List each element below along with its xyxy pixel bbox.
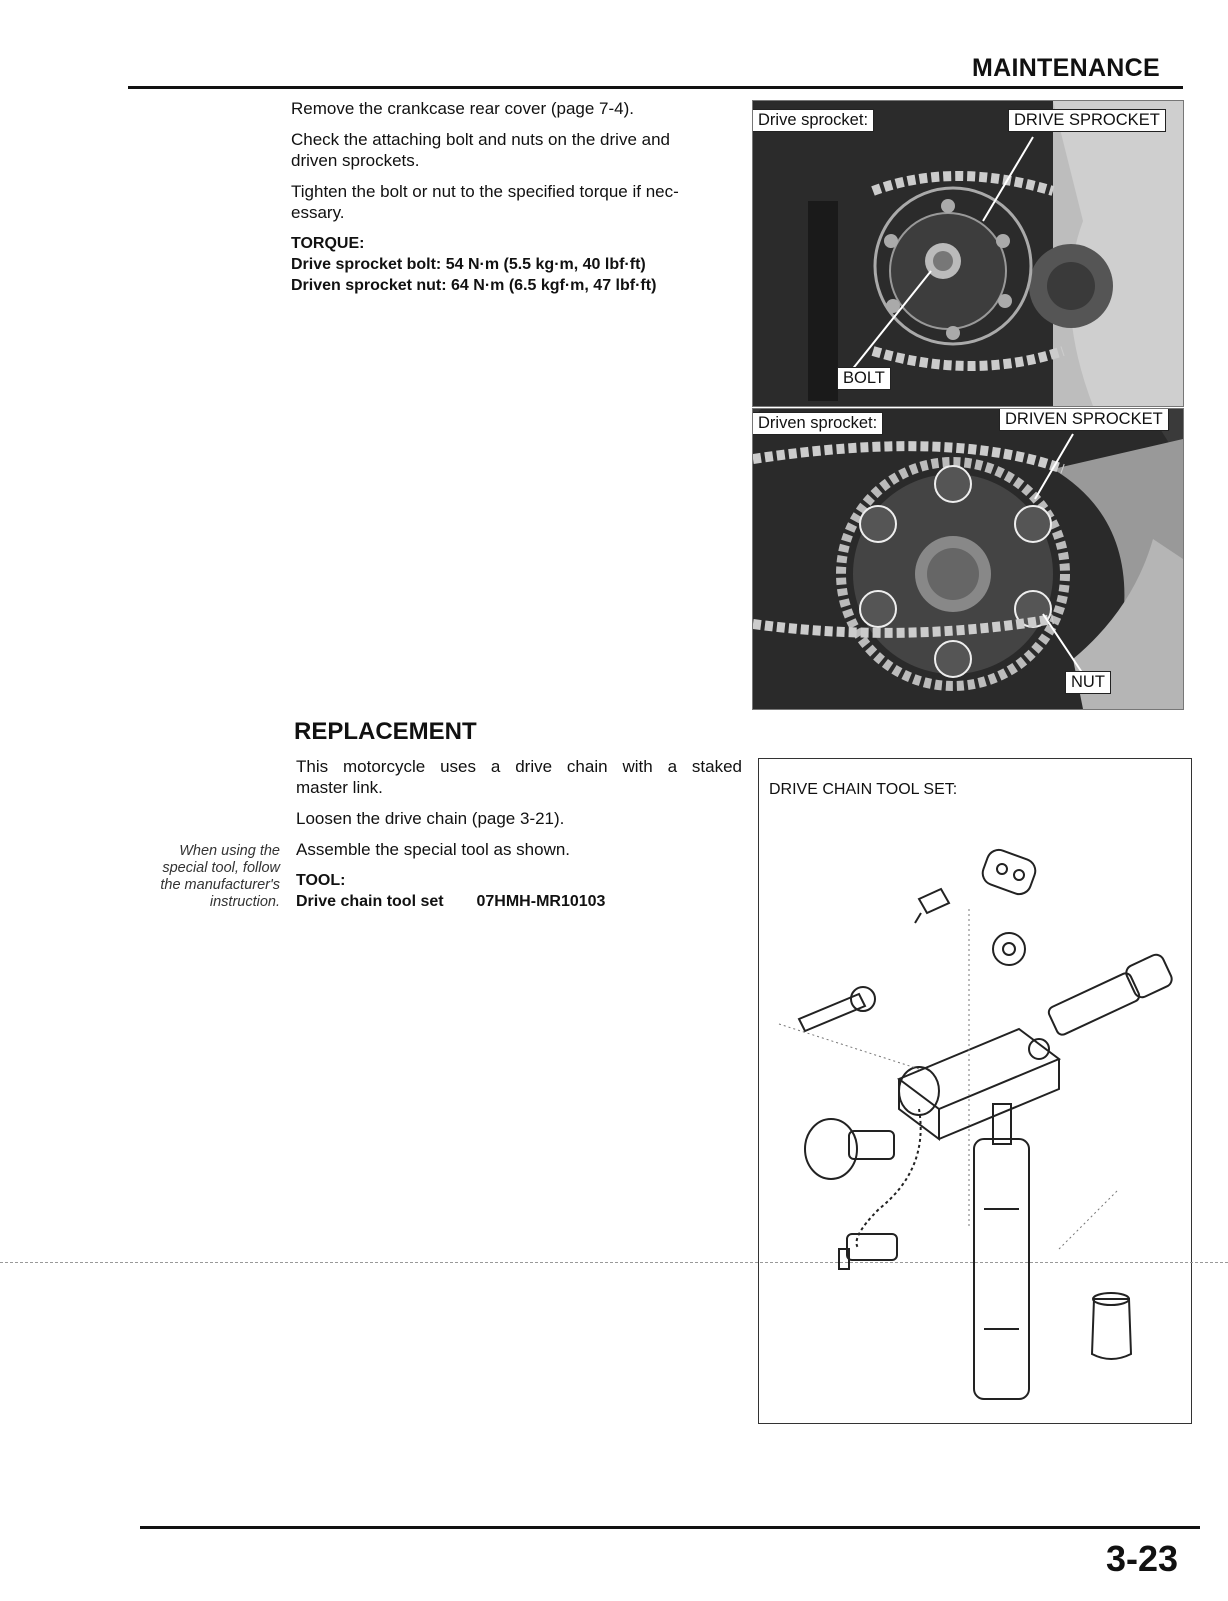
tool-name: Drive chain tool set: [296, 893, 444, 910]
driven-sprocket-photo: [752, 408, 1184, 710]
scan-artifact-line: [0, 1262, 1228, 1263]
footer-rule: [140, 1526, 1200, 1529]
bolt-label: BOLT: [837, 367, 891, 390]
side-note-line-1: When using the: [179, 843, 280, 859]
torque-label: TORQUE:: [291, 235, 365, 252]
tool-spec: [296, 891, 742, 912]
tool-number: 07HMH-MR10103: [476, 893, 606, 910]
drive-sprocket-label: DRIVE SPROCKET: [1008, 109, 1166, 132]
side-note-line-4: instruction.: [209, 894, 280, 910]
replacement-heading: REPLACEMENT: [294, 718, 477, 745]
tool-set-figure: [758, 758, 1192, 1424]
section-title: MAINTENANCE: [971, 54, 1160, 82]
intro-block: [291, 98, 731, 296]
tool-label: TOOL:: [296, 872, 346, 889]
torque-driven-nut: Driven sprocket nut: 64 N·m (6.5 kgf·m, 47 lbf·ft): [291, 277, 657, 294]
side-note-line-2: special tool, follow: [162, 860, 280, 876]
side-note: [120, 843, 280, 911]
replacement-step-2: Loosen the drive chain (page 3-21).: [296, 809, 565, 828]
replacement-body: [296, 756, 742, 912]
intro-step-2a: Check the attaching bolt and nuts on the drive and: [291, 130, 670, 149]
replacement-step-3: Assemble the special tool as shown.: [296, 840, 571, 859]
intro-step-1: Remove the crankcase rear cover (page 7-4).: [291, 99, 634, 118]
header-rule: [128, 86, 1183, 89]
intro-step-3a: Tighten the bolt or nut to the specified torque if nec-: [291, 182, 679, 201]
page-number: 3-23: [1105, 1538, 1178, 1579]
intro-step-2b: driven sprockets.: [291, 151, 420, 170]
side-note-line-3: the manufacturer's: [160, 877, 280, 893]
driven-sprocket-label: DRIVEN SPROCKET: [999, 408, 1169, 431]
intro-step-3b: essary.: [291, 203, 345, 222]
driven-sprocket-caption: Driven sprocket:: [752, 412, 883, 435]
driven-sprocket-image: [753, 409, 1183, 709]
nut-label: NUT: [1065, 671, 1111, 694]
replacement-step-1b: master link.: [296, 778, 383, 797]
tool-set-drawing: [759, 809, 1191, 1419]
torque-drive-bolt: Drive sprocket bolt: 54 N·m (5.5 kg·m, 40 lbf·ft): [291, 256, 646, 273]
replacement-step-1a: This motorcycle uses a drive chain with a staked: [296, 757, 742, 776]
tool-set-caption: DRIVE CHAIN TOOL SET:: [769, 781, 958, 798]
drive-sprocket-image: [753, 101, 1183, 406]
drive-sprocket-photo: [752, 100, 1184, 407]
drive-sprocket-caption: Drive sprocket:: [752, 109, 874, 132]
